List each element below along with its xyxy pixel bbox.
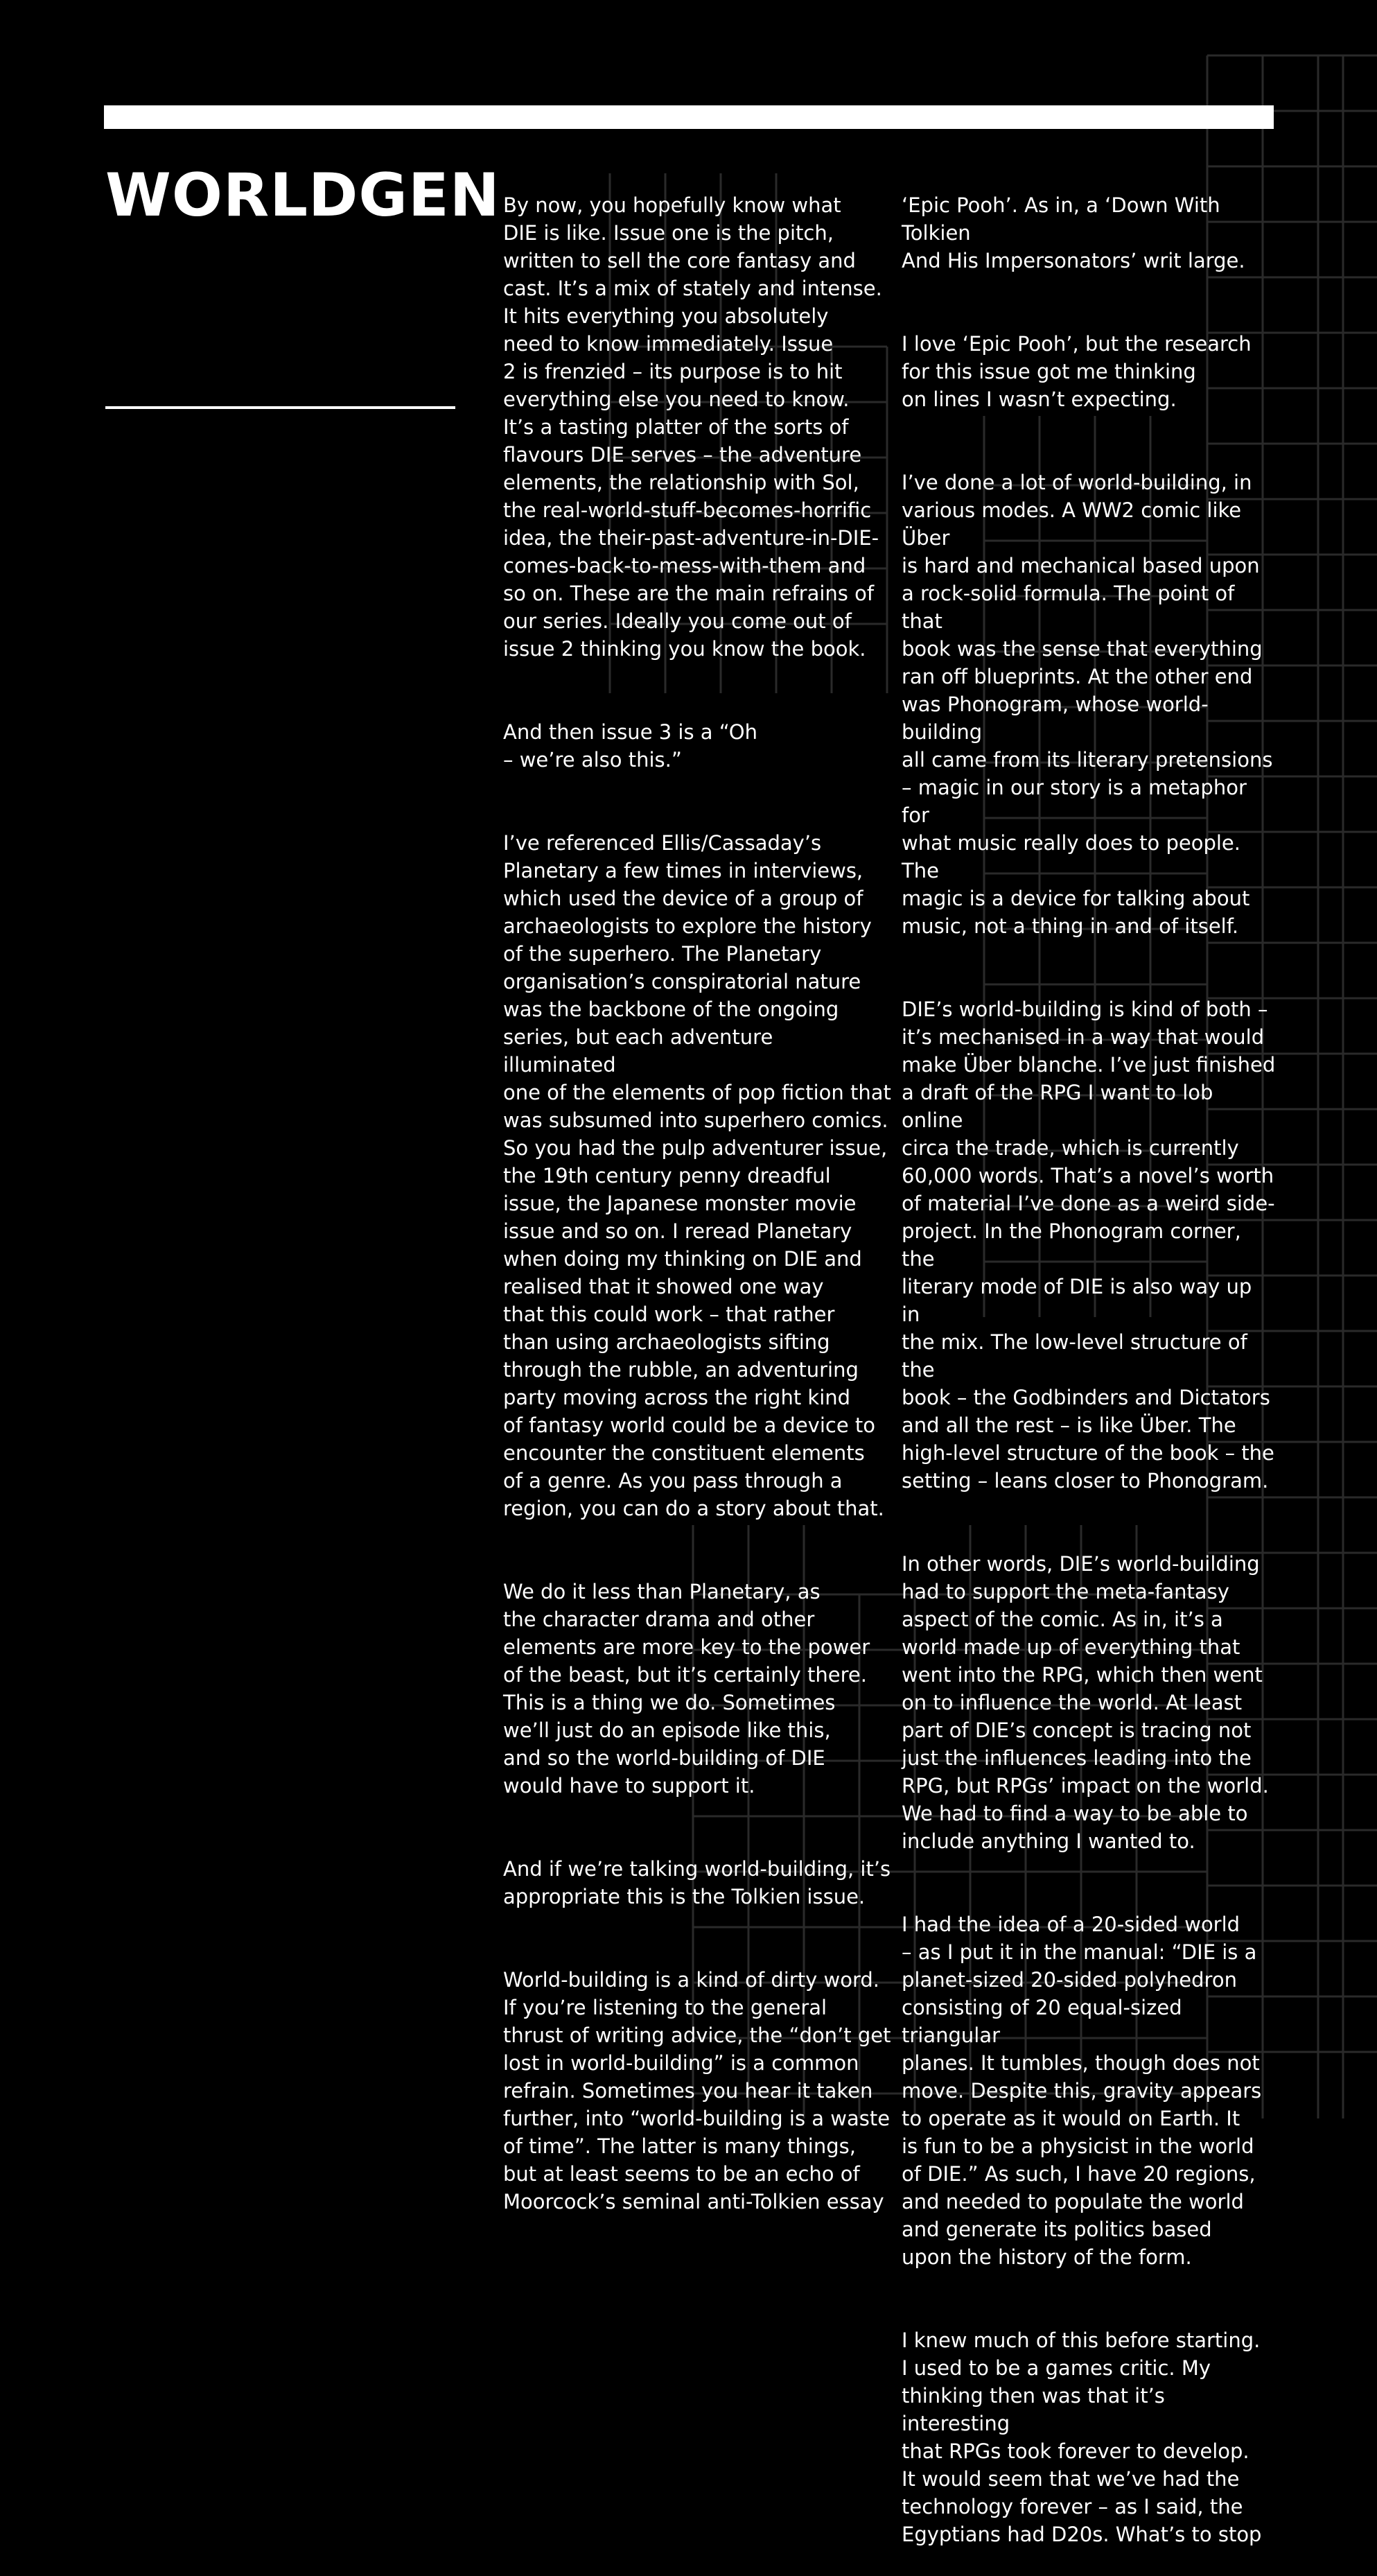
header-bar [104,105,1274,129]
right-paragraph: I’ve done a lot of world-building, in various modes. A WW2 comic like Über is hard and mechanical based upon a rock-solid formula. The point of that book was the sense that everything ran off blueprints. At the other end was Phonogram, whose world-building all came from its literary pretensions – magic in our story is a metaphor for what music really does to people. The magic is a device for talking about music, not a thing in and of itself. [902,471,1273,938]
right-paragraph: I had the idea of a 20-sided world – as I put it in the manual: “DIE is a planet-sized 20-sided polyhedron consisting of 20 equal-sized triangular planes. It tumbles, though does not move. Despite this, gravity appears to operate as it would on Earth. It is fun to be a physicist in the world of DIE.” As such, I have 20 regions, and needed to populate the world and generate its politics based upon the history of the form. [902,1913,1262,2269]
right-paragraph: I love ‘Epic Pooh’, but the research for this issue got me thinking on lines I wasn’t expecting. [902,332,1252,411]
left-paragraph: I’ve referenced Ellis/Cassaday’s Planetary a few times in interviews, which used the device of a group of archaeologists to explore the history of the superhero. The Planetary organisation’s conspiratorial nature was the backbone of the ongoing series, but each adventure illuminated one of the elements of pop fiction that was subsumed into superhero comics. So you had the pulp adventurer issue, the 19th century penny dreadful issue, the Japanese monster movie issue and so on. I reread Planetary when doing my thinking on DIE and realised that it showed one way that this could work – that rather than using archaeologists sifting through the rubble, an adventuring party moving across the right kind of fantasy world could be a device to encounter the constituent elements of a genre. As you pass through a region, you can do a story about that. [503,831,891,1520]
right-paragraph: In other words, DIE’s world-building had to support the meta-fantasy aspect of the comic. As in, it’s a world made up of everything that went into the RPG, which then went on to influence the world. At least part of DIE’s concept is tracing not just the influences leading into the RPG, but RPGs’ impact on the world. We had to find a way to be able to include anything I wanted to. [902,1552,1269,1853]
left-paragraph: By now, you hopefully know what DIE is like. Issue one is the pitch, written to sell the core fantasy and cast. It’s a mix of stately and intense. It hits everything you absolutely need to know immediately. Issue 2 is frenzied – its purpose is to hit everything else you need to know. It’s a tasting platter of the sorts of flavours DIE serves – the adventure elements, the relationship with Sol, the real-world-stuff-becomes-horrific idea, the their-past-adventure-in-DIE- comes-back-to-mess-with-them and so on. These are the main refrains of our series. Ideally you come out of issue 2 thinking you know the book. [503,193,882,661]
right-paragraph: ‘Epic Pooh’. As in, a ‘Down With Tolkien And His Impersonators’ writ large. [902,193,1245,272]
left-paragraph: We do it less than Planetary, as the character drama and other elements are more key to the power of the beast, but it’s certainly there. This is a thing we do. Sometimes we’ll just do an episode like this, and so the world-building of DIE would have to support it. [503,1580,870,1798]
left-paragraph: And if we’re talking world-building, it’s appropriate this is the Tolkien issue. [503,1857,891,1908]
right-paragraph: I knew much of this before starting. I used to be a games critic. My thinking then was that it’s interesting that RPGs took forever to develop. It would seem that we’ve had the technology forever – as I said, the Egyptians had D20s. What’s to stop [902,2329,1262,2546]
article-right-column [902,164,1276,2576]
right-paragraph: DIE’s world-building is kind of both – it’s mechanised in a way that would make Über blanche. I’ve just finished a draft of the RPG I want to lob online circa the trade, which is currently 60,000 words. That’s a novel’s worth of material I’ve done as a weird side- project. In the Phonogram corner, the literary mode of DIE is also way up in the mix. The low-level structure of the book – the Godbinders and Dictators and all the rest – is like Über. The high-level structure of the book – the setting – leans closer to Phonogram. [902,998,1276,1492]
article-left-column [503,164,891,2243]
left-paragraph: And then issue 3 is a “Oh – we’re also this.” [503,720,757,772]
title-underline-divider [105,406,455,409]
left-paragraph: World-building is a kind of dirty word. If you’re listening to the general thrust of writing advice, the “don’t get lost in world-building” is a common refrain. Sometimes you hear it taken further, into “world-building is a waste of time”. The latter is many things, but at least seems to be an echo of Moorcock’s seminal anti-Tolkien essay [503,1968,891,2213]
page-title: WORLDGEN [105,161,500,230]
